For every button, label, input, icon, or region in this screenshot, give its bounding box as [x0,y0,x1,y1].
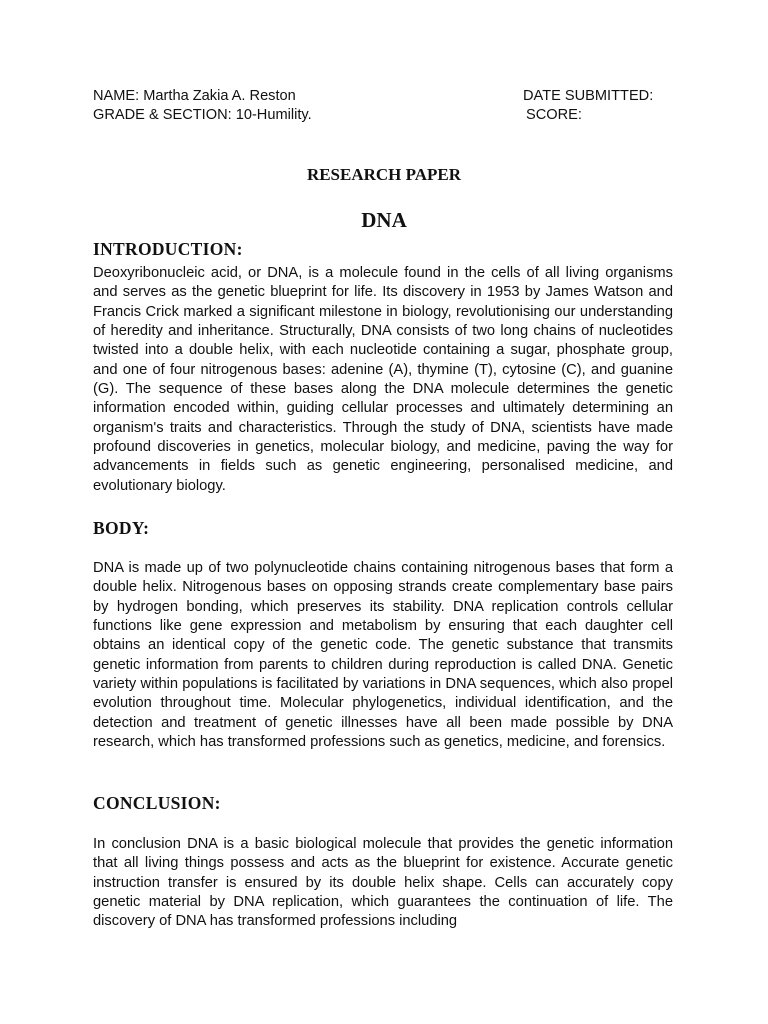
conclusion-paragraph: In conclusion DNA is a basic biological molecule that provides the genetic information that all living things possess and acts as the blueprint for existence. Accurate genetic instruction transfer is ensured by its double helix shape. Cells can accurately copy genetic material by DNA replication, which guarantees the continuation of life. The discovery of DNA has transformed professions including [93,836,673,930]
body-paragraph: DNA is made up of two polynucleotide chains containing nitrogenous bases that form a double helix. Nitrogenous bases on opposing strands create complementary base pairs by hydrogen bonding, which preserves its stability. DNA replication controls cellular functions like gene expression and metabolism by ensuring that each daughter cell obtains an identical copy of the genetic code. The genetic substance that transmits genetic information from parents to children during reproduction is called DNA. Genetic variety within populations is facilitated by variations in DNA sequences, which also propel evolution throughout time. Molecular phylogenetics, individual identification, and the detection and treatment of genetic illnesses have all been made possible by DNA research, which has transformed professions such as genetics, medicine, and forensics. [93,560,673,751]
introduction-heading: INTRODUCTION: [93,239,243,259]
paper-title: RESEARCH PAPER [306,165,462,184]
score-label: SCORE: [526,107,582,123]
student-name: NAME: Martha Zakia A. Reston [93,88,296,104]
date-submitted-label: DATE SUBMITTED: [523,88,654,104]
topic-title: DNA [361,208,407,232]
body-heading: BODY: [93,518,150,538]
grade-section: GRADE & SECTION: 10-Humility. [93,107,312,123]
conclusion-heading: CONCLUSION: [93,793,221,813]
introduction-paragraph: Deoxyribonucleic acid, or DNA, is a molecule found in the cells of all living organisms and serves as the genetic blueprint for life. Its discovery in 1953 by James Watson and Francis Crick marked a significant milestone in biology, revolutionising our understanding of heredity and inheritance. Structurally, DNA consists of two long chains of nucleotides twisted into a double helix, with each nucleotide containing a sugar, phosphate group, and one of four nitrogenous bases: adenine (A), thymine (T), cytosine (C), and guanine (G). The sequence of these bases along the DNA molecule determines the genetic information encoded within, guiding cellular processes and ultimately determining an organism's traits and characteristics. Through the study of DNA, scientists have made profound discoveries in genetics, molecular biology, and medicine, paving the way for advancements in fields such as genetic engineering, personalised medicine, and evolutionary biology. [93,265,673,494]
